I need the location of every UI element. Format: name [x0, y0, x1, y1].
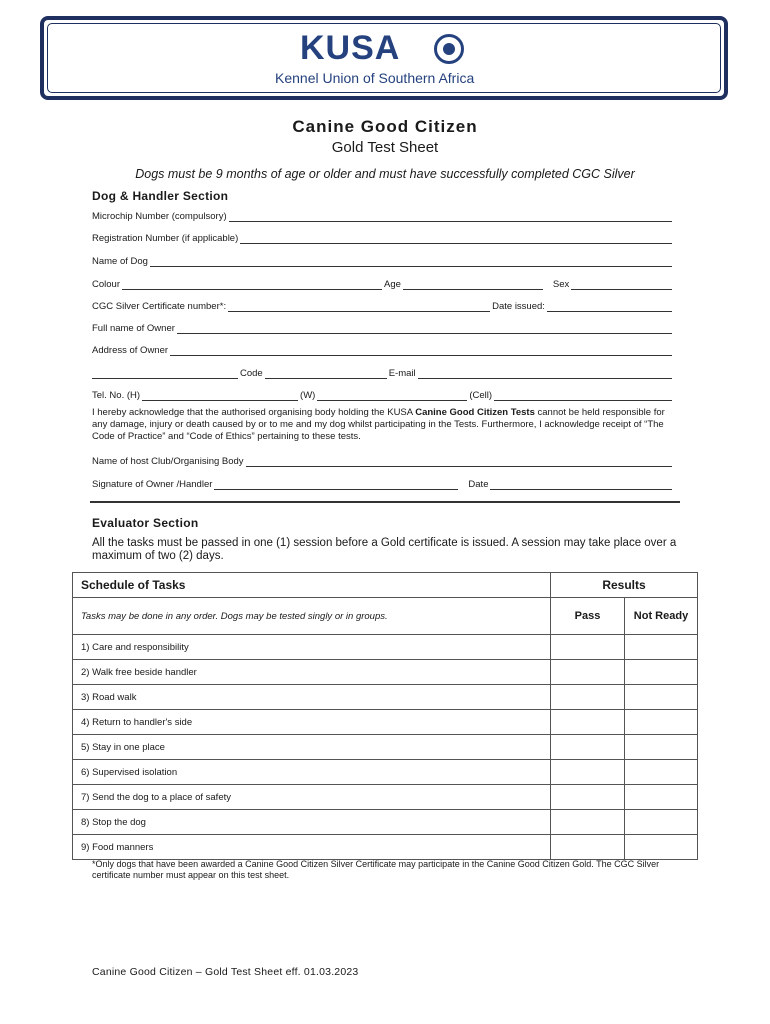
microchip-field[interactable]: [229, 211, 672, 222]
colour-field[interactable]: [122, 279, 382, 290]
signature-field[interactable]: [214, 479, 458, 490]
pass-cell[interactable]: [551, 785, 625, 810]
pass-cell[interactable]: [551, 735, 625, 760]
cgc-silver-row: [92, 298, 674, 312]
host-club-field[interactable]: [246, 456, 672, 467]
pass-cell[interactable]: [551, 810, 625, 835]
page-title: Canine Good Citizen: [292, 117, 478, 136]
pass-cell[interactable]: [551, 660, 625, 685]
task-label: 9) Food manners: [73, 835, 551, 860]
kusa-logo: KUSA: [300, 29, 401, 67]
table-row: [73, 835, 698, 860]
table-row: [73, 635, 698, 660]
task-label: 4) Return to handler's side: [73, 710, 551, 735]
tel-w-label: (W): [300, 390, 316, 401]
ack-part-2: cannot be held responsible for any damage, injury or death caused by or to me and my dog whilst participating in the Tests. Furthermore, I acknowledge receipt of “The Code of Practice” and “Code of Ethics” pertaining to these tests.: [92, 407, 665, 442]
section-divider: [90, 501, 680, 503]
code-field[interactable]: [265, 368, 387, 379]
eligibility-notice: Dogs must be 9 months of age or older and must have successfully completed CGC Silver: [135, 167, 635, 181]
table-row: [73, 710, 698, 735]
not-ready-cell[interactable]: [625, 735, 698, 760]
task-label: 8) Stop the dog: [73, 810, 551, 835]
evaluator-text: All the tasks must be passed in one (1) session before a Gold certificate is issued. A session may take place over a maximum of two (2) days.: [92, 537, 677, 562]
colour-age-sex-row: [92, 276, 674, 290]
code-label: Code: [240, 368, 263, 379]
host-club-label: Name of host Club/Organising Body: [92, 456, 244, 467]
tasks-table: [72, 572, 698, 860]
results-header: Results: [551, 573, 698, 598]
page-subtitle: Gold Test Sheet: [331, 139, 439, 156]
table-row: [73, 810, 698, 835]
tel-cell-label: (Cell): [469, 390, 493, 401]
dog-name-label: Name of Dog: [92, 256, 148, 267]
task-label: 1) Care and responsibility: [73, 635, 551, 660]
owner-name-label: Full name of Owner: [92, 323, 175, 334]
not-ready-cell[interactable]: [625, 660, 698, 685]
cgc-silver-label: CGC Silver Certificate number*:: [92, 301, 227, 312]
tel-row: [92, 387, 674, 401]
table-row: [73, 685, 698, 710]
table-row: [73, 785, 698, 810]
table-row: [73, 660, 698, 685]
acknowledgement-text: [92, 407, 672, 443]
pass-header: Pass: [551, 598, 625, 635]
sex-field[interactable]: [571, 279, 672, 290]
task-label: 7) Send the dog to a place of safety: [73, 785, 551, 810]
table-row: [73, 735, 698, 760]
registration-field[interactable]: [240, 233, 672, 244]
pass-cell[interactable]: [551, 685, 625, 710]
evaluator-heading: Evaluator Section: [92, 516, 199, 530]
task-label: 5) Stay in one place: [73, 735, 551, 760]
registration-label: Registration Number (if applicable): [92, 233, 239, 244]
page-footer: Canine Good Citizen – Gold Test Sheet eff. 01.03.2023: [92, 966, 359, 978]
tasks-note: Tasks may be done in any order. Dogs may be tested singly or in groups.: [73, 598, 551, 635]
age-field[interactable]: [403, 279, 543, 290]
tel-h-label: Tel. No. (H): [92, 390, 141, 401]
schedule-header: Schedule of Tasks: [73, 573, 551, 598]
colour-label: Colour: [92, 279, 120, 290]
not-ready-header: Not Ready: [625, 598, 698, 635]
not-ready-cell[interactable]: [625, 810, 698, 835]
kusa-seal-icon: [434, 34, 464, 64]
not-ready-cell[interactable]: [625, 635, 698, 660]
tel-h-field[interactable]: [142, 390, 298, 401]
microchip-label: Microchip Number (compulsory): [92, 211, 227, 222]
pass-cell[interactable]: [551, 760, 625, 785]
date-issued-field[interactable]: [547, 301, 672, 312]
footnote: *Only dogs that have been awarded a Canine Good Citizen Silver Certificate may participate in the Canine Good Citizen Gold. The CGC Silver certificate number must appear on this test sheet.: [92, 859, 660, 880]
org-name: Kennel Union of Southern Africa: [275, 70, 475, 86]
tel-w-field[interactable]: [317, 390, 467, 401]
not-ready-cell[interactable]: [625, 785, 698, 810]
task-label: 2) Walk free beside handler: [73, 660, 551, 685]
host-club-row: [92, 453, 674, 467]
code-email-row: [92, 365, 674, 379]
ack-part-1: I hereby acknowledge that the authorised organising body holding the KUSA: [92, 407, 416, 418]
microchip-row: [92, 208, 674, 222]
address-field[interactable]: [170, 345, 672, 356]
date-label: Date: [468, 479, 489, 490]
pass-cell[interactable]: [551, 835, 625, 860]
date-issued-label: Date issued:: [492, 301, 545, 312]
not-ready-cell[interactable]: [625, 835, 698, 860]
dog-handler-heading: Dog & Handler Section: [92, 189, 229, 203]
address-label: Address of Owner: [92, 345, 169, 356]
sex-label: Sex: [552, 279, 570, 290]
not-ready-cell[interactable]: [625, 685, 698, 710]
owner-name-row: [92, 320, 674, 334]
address-line-2-field[interactable]: [92, 368, 238, 379]
email-field[interactable]: [418, 368, 672, 379]
address-row: [92, 342, 674, 356]
table-row: [73, 760, 698, 785]
dog-name-row: [92, 253, 674, 267]
pass-cell[interactable]: [551, 710, 625, 735]
not-ready-cell[interactable]: [625, 760, 698, 785]
cgc-silver-field[interactable]: [228, 301, 490, 312]
not-ready-cell[interactable]: [625, 710, 698, 735]
ack-bold: Canine Good Citizen Tests: [415, 407, 535, 418]
date-field[interactable]: [490, 479, 672, 490]
registration-row: [92, 230, 674, 244]
pass-cell[interactable]: [551, 635, 625, 660]
signature-row: [92, 476, 674, 490]
task-label: 3) Road walk: [73, 685, 551, 710]
task-label: 6) Supervised isolation: [73, 760, 551, 785]
email-label: E-mail: [388, 368, 416, 379]
tel-cell-field[interactable]: [494, 390, 672, 401]
owner-name-field[interactable]: [177, 323, 672, 334]
signature-label: Signature of Owner /Handler: [92, 479, 213, 490]
age-label: Age: [384, 279, 401, 290]
dog-name-field[interactable]: [150, 256, 672, 267]
